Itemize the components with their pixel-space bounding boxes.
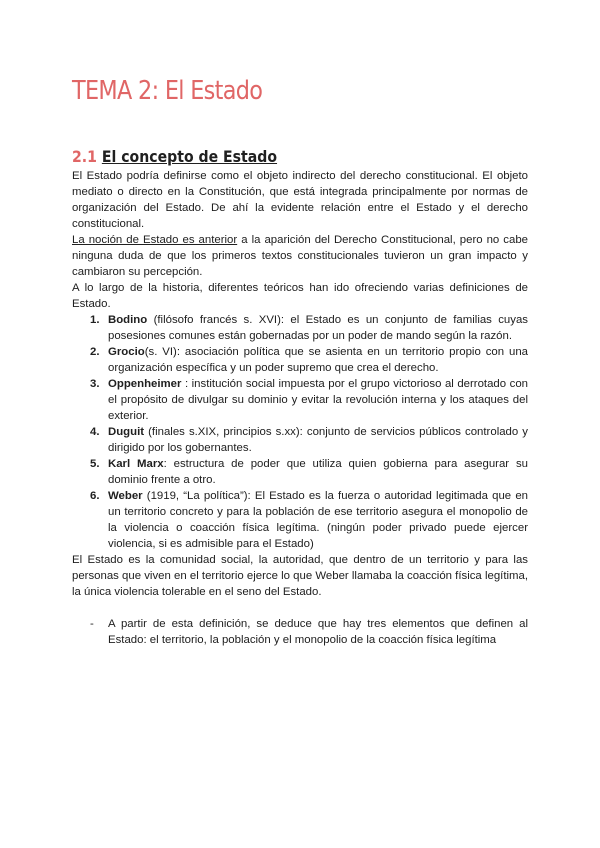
paragraph-intro: El Estado podría definirse como el objeto indirecto del derecho constitucional. El objeto mediato o directo en la Constitución, que está integrada principalmente por normas de organización del Estado. De ahí la evidente relación entre el Estado y el derecho constitucional.: [72, 170, 528, 230]
list-number: 5.: [90, 458, 100, 470]
author-name: Oppenheimer: [108, 378, 182, 390]
underlined-phrase: La noción de Estado es anterior: [72, 234, 238, 246]
list-number: 3.: [90, 378, 100, 390]
document-body: [72, 168, 528, 648]
list-item: [72, 456, 528, 488]
list-number: 6.: [90, 490, 100, 502]
list-number: 2.: [90, 346, 100, 358]
spacer: [72, 600, 528, 616]
section-number: 2.1: [72, 147, 97, 166]
list-number: 4.: [90, 426, 100, 438]
paragraph-history: A lo largo de la historia, diferentes teóricos han ido ofreciendo varias definiciones de Estado.: [72, 282, 528, 310]
section-title: El concepto de Estado: [101, 147, 278, 166]
bullet-item: [72, 616, 528, 648]
definition-text: (filósofo francés s. XVI): el Estado es un conjunto de familias cuyas posesiones comunes están gobernadas por un poder de mando según la razón.: [108, 314, 528, 342]
bullet-text: A partir de esta definición, se deduce que hay tres elementos que definen al Estado: el territorio, la población y el monopolio de la coacción física legítima: [108, 618, 528, 646]
list-item: [72, 376, 528, 424]
list-item: [72, 424, 528, 456]
list-item: [72, 312, 528, 344]
list-number: 1.: [90, 314, 100, 326]
paragraph-conclusion: El Estado es la comunidad social, la autoridad, que dentro de un territorio y para las personas que viven en el territorio ejerce lo que Weber llamaba la coacción física legítima, la única violencia tolerable en el seno del Estado.: [72, 554, 528, 598]
section-heading: [72, 147, 277, 166]
definition-text: : institución social impuesta por el grupo victorioso al derrotado con el propósito de divulgar su dominio y evitar la revolución interna y los ataques del exterior.: [108, 378, 528, 422]
definition-text: (finales s.XIX, principios s.xx): conjunto de servicios públicos controlado y dirigido por los gobernantes.: [108, 426, 528, 454]
author-name: Duguit: [108, 426, 145, 438]
definition-text: (1919, “La política”): El Estado es la fuerza o autoridad legitimada que en un territorio concreto y para la población de ese territorio asegura el monopolio de la violencia o coacción física legítima. (ningún poder privado puede ejercer violencia, si es admisible para el Estado): [108, 490, 528, 550]
list-item: [72, 344, 528, 376]
author-name: Weber: [108, 490, 143, 502]
definition-text: (s. VI): asociación política que se asienta en un territorio propio con una organización específica y un poder supremo que crea el derecho.: [108, 346, 528, 374]
definitions-list: [72, 312, 528, 552]
page-title: TEMA 2: El Estado: [72, 76, 263, 106]
author-name: Bodino: [108, 314, 148, 326]
author-name: Karl Marx: [108, 458, 164, 470]
list-item: [72, 488, 528, 552]
paragraph-notion: [72, 232, 528, 280]
definition-text: : estructura de poder que utiliza quien gobierna para asegurar su dominio frente a otro.: [108, 458, 528, 486]
paragraph-notion-rest: a la aparición del Derecho Constitucional, pero no cabe ninguna duda de que los primeros textos constitucionales tuvieron un gran impacto y cambiaron su percepción.: [72, 234, 528, 278]
author-name: Grocio: [108, 346, 145, 358]
bullet-marker: -: [90, 618, 94, 630]
